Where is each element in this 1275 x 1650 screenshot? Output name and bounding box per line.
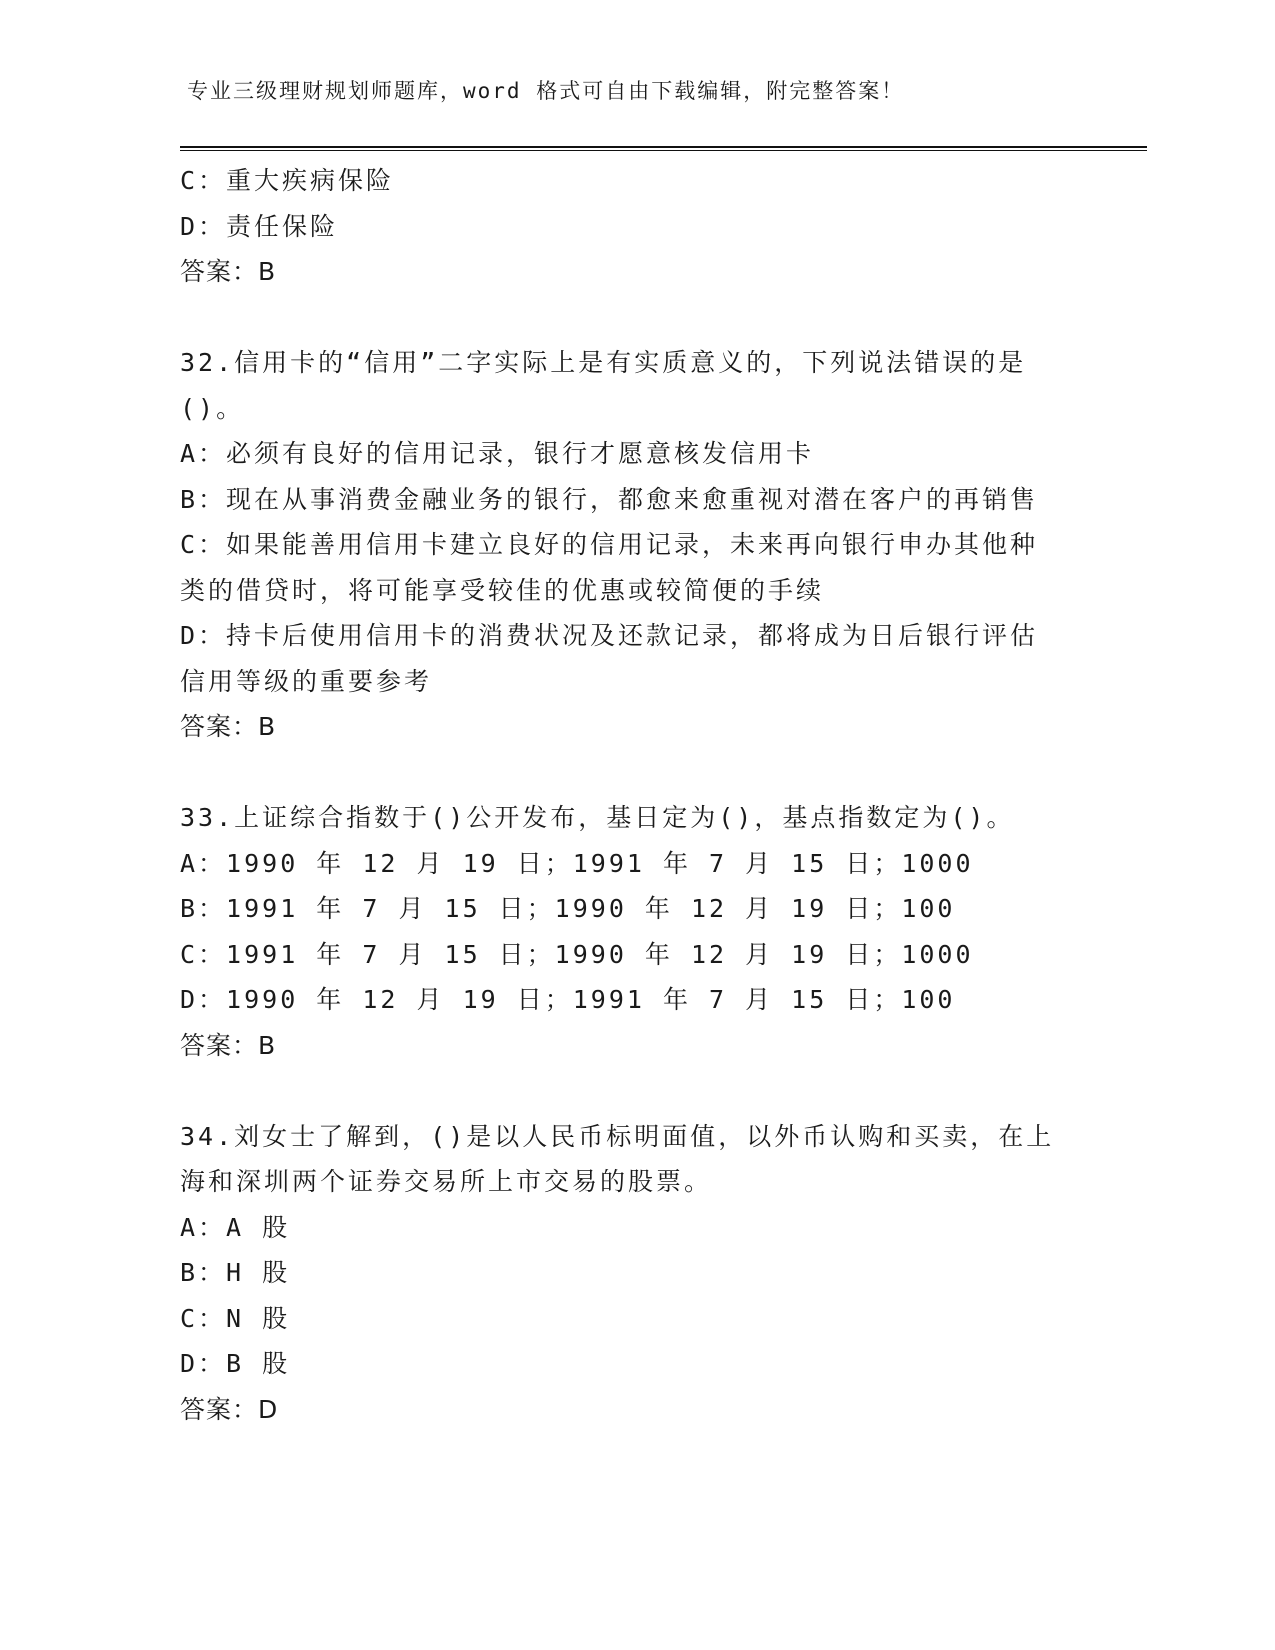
document-page xyxy=(187,0,1067,106)
question-stem-line: 32.信用卡的“信用”二字实际上是有实质意义的，下列说法错误的是 xyxy=(180,348,1027,377)
option-line: B：现在从事消费金融业务的银行，都愈来愈重视对潜在客户的再销售 xyxy=(180,484,1039,514)
spacer xyxy=(180,750,1060,796)
question-block-31 xyxy=(180,158,1060,295)
option-line: D：B 股 xyxy=(180,1349,291,1378)
option-line: C：1991 年 7 月 15 日；1990 年 12 月 19 日；1000 xyxy=(180,939,974,969)
question-stem-line: ()。 xyxy=(180,393,245,423)
option-line: D：持卡后使用信用卡的消费状况及还款记录，都将成为日后银行评估 xyxy=(180,621,1039,650)
spacer xyxy=(180,1068,1060,1114)
option-line: C：重大疾病保险 xyxy=(180,166,395,195)
option-line: A：1990 年 12 月 19 日；1991 年 7 月 15 日；1000 xyxy=(180,848,974,878)
answer-line: 答案：B xyxy=(180,1030,277,1060)
question-block-34 xyxy=(180,1114,1060,1433)
option-line: B：H 股 xyxy=(180,1258,291,1287)
option-line: C：如果能善用信用卡建立良好的信用记录，未来再向银行申办其他种 xyxy=(180,530,1039,559)
header-divider xyxy=(180,146,1147,151)
question-list xyxy=(180,158,1060,1432)
option-line: D：责任保险 xyxy=(180,211,339,241)
question-stem-line: 海和深圳两个证券交易所上市交易的股票。 xyxy=(180,1167,713,1196)
option-line: 信用等级的重要参考 xyxy=(180,666,433,696)
question-block-33 xyxy=(180,795,1060,1068)
answer-line: 答案：D xyxy=(180,1394,279,1424)
option-line: D：1990 年 12 月 19 日；1991 年 7 月 15 日；100 xyxy=(180,985,956,1014)
answer-line: 答案：B xyxy=(180,712,277,741)
option-line: B：1991 年 7 月 15 日；1990 年 12 月 19 日；100 xyxy=(180,894,956,923)
option-line: C：N 股 xyxy=(180,1303,291,1333)
option-line: 类的借贷时，将可能享受较佳的优惠或较简便的手续 xyxy=(180,575,825,605)
option-line: A：A 股 xyxy=(180,1212,291,1242)
page-header: 专业三级理财规划师题库，word 格式可自由下载编辑，附完整答案！ xyxy=(187,79,905,103)
answer-line: 答案：B xyxy=(180,257,277,286)
spacer xyxy=(180,295,1060,341)
option-line: A：必须有良好的信用记录，银行才愿意核发信用卡 xyxy=(180,439,815,468)
question-stem-line: 34.刘女士了解到，()是以人民币标明面值，以外币认购和买卖，在上 xyxy=(180,1121,1055,1151)
question-stem-line: 33.上证综合指数于()公开发布，基日定为()，基点指数定为()。 xyxy=(180,803,1015,832)
question-block-32 xyxy=(180,340,1060,750)
